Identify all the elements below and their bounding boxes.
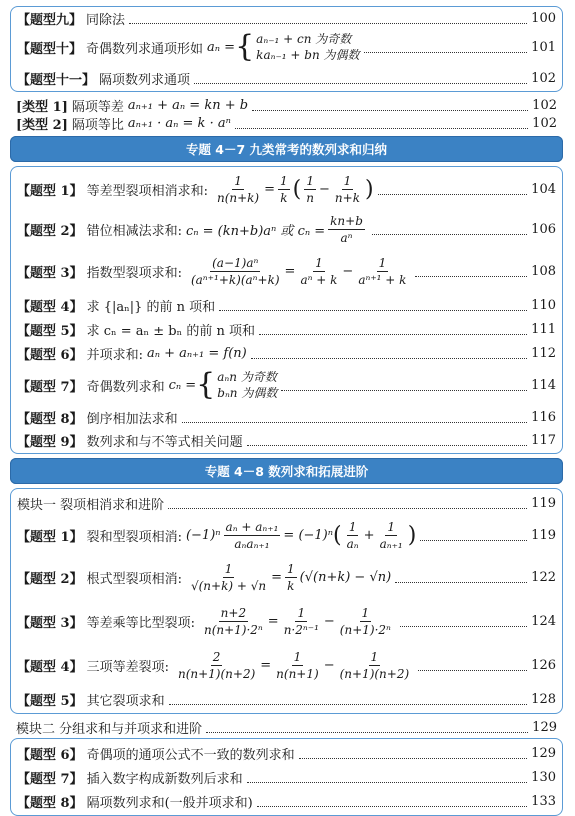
entry-formula <box>199 606 396 637</box>
formula-text: cₙ = (kn+b)aⁿ 或 cₙ = <box>185 223 326 239</box>
entry-formula <box>186 520 416 551</box>
entry-formula <box>186 562 391 593</box>
denominator: aⁿ + k <box>300 272 338 287</box>
leader-dots <box>251 358 527 359</box>
leader-dots <box>206 732 528 733</box>
toc-block-1 <box>10 6 563 92</box>
denominator: n <box>306 190 314 205</box>
entry-label: 【题型九】 <box>17 12 83 28</box>
minus-sign: − <box>319 181 330 197</box>
denominator: (aⁿ⁺¹+k)(aⁿ+k) <box>190 272 280 287</box>
entry-label: 【题型 5】 <box>17 693 83 709</box>
entry-label: 【题型十】 <box>17 41 83 57</box>
type-list <box>10 96 563 132</box>
numerator: 1 <box>280 173 288 188</box>
leader-dots <box>400 626 527 627</box>
toc-entry[interactable] <box>17 365 556 405</box>
entry-label: 【题型 1】 <box>17 529 83 545</box>
toc-entry[interactable] <box>17 209 556 249</box>
leader-dots <box>420 540 527 541</box>
fraction <box>338 650 412 681</box>
leader-dots <box>182 422 528 423</box>
entry-formula: aₙ₊₁ · aₙ = k · aⁿ <box>127 115 231 131</box>
page-number: 111 <box>531 321 556 337</box>
entry-title: 隔项等差 <box>71 99 124 115</box>
numerator: 1 <box>348 519 357 534</box>
case-line: aₙ₋₁ + cn 为奇数 <box>256 32 352 46</box>
leader-dots <box>247 782 528 783</box>
page-number: 108 <box>531 263 556 279</box>
denominator: (n+1)·2ⁿ <box>339 622 391 637</box>
page-number: 101 <box>531 39 556 55</box>
page-number: 129 <box>531 745 556 761</box>
fraction <box>224 520 281 551</box>
entry-title: 其它裂项求和 <box>86 693 165 709</box>
plus-sign: + <box>363 527 375 543</box>
module-title: 模块一 裂项相消求和进阶 <box>17 497 165 513</box>
leader-dots <box>395 582 527 583</box>
entry-label: [类型 2] <box>16 117 68 133</box>
page-number: 124 <box>531 613 556 629</box>
denominator: √(n+k) + √n <box>190 578 267 593</box>
paren: ( <box>292 176 302 202</box>
entry-formula: aₙ + aₙ₊₁ = f(n) <box>146 345 247 361</box>
formula-prefix: aₙ = <box>207 39 236 55</box>
numerator: 1 <box>287 561 295 576</box>
leader-dots <box>247 445 528 446</box>
numerator: n+2 <box>220 605 247 620</box>
fraction <box>298 256 339 287</box>
entry-title: 隔项数列求和(一般并项求和) <box>86 795 253 811</box>
numerator: 1 <box>370 649 379 664</box>
entry-label: 【题型十一】 <box>17 72 96 88</box>
entry-title: 三项等差裂项: <box>86 659 169 675</box>
numerator: 1 <box>361 605 370 620</box>
fraction <box>356 256 408 287</box>
section-header: 专题 4－7 九类常考的数列求和归纳 <box>10 136 563 162</box>
denominator: k <box>280 190 288 205</box>
formula-prefix: (−1)ⁿ <box>185 527 221 543</box>
toc-entry[interactable] <box>16 96 557 114</box>
entry-title: 错位相减法求和: <box>86 223 182 239</box>
equals-sign: = <box>267 613 279 629</box>
entry-title: 并项求和: <box>86 347 143 363</box>
module-title: 模块二 分组求和与并项求和进阶 <box>16 721 203 737</box>
page-number: 100 <box>531 10 556 26</box>
entry-title: 奇偶数列求和 <box>86 379 165 395</box>
fraction <box>202 606 265 637</box>
formula-text: (√(n+k) − √n) <box>299 569 392 585</box>
equals-sign: = <box>271 569 282 585</box>
entry-title: 隔项等比 <box>71 117 124 133</box>
entry-title: 等差乘等比型裂项: <box>86 615 195 631</box>
formula-prefix: cₙ = <box>168 377 197 393</box>
toc-block-4 <box>10 738 563 816</box>
denominator: n(n+1) <box>276 666 319 681</box>
fraction <box>215 174 261 205</box>
entry-label: [类型 1] <box>16 99 68 115</box>
leader-dots <box>169 704 528 705</box>
denominator: n(n+1)(n+2) <box>177 666 256 681</box>
toc-entry[interactable] <box>17 27 556 67</box>
leader-dots <box>129 23 527 24</box>
fraction <box>304 174 316 205</box>
entry-title: 奇偶项的通项公式不一致的数列求和 <box>86 747 295 763</box>
fraction <box>333 174 362 205</box>
page-number: 110 <box>531 297 556 313</box>
entry-title: 同除法 <box>86 12 126 28</box>
entry-title: 求 cₙ = aₙ ± bₙ 的前 n 项和 <box>86 323 256 339</box>
page-number: 122 <box>531 569 556 585</box>
entry-label: 【题型 9】 <box>17 434 83 450</box>
toc-entry[interactable] <box>17 341 556 365</box>
page-number: 126 <box>531 657 556 673</box>
denominator: aₙ <box>346 536 359 551</box>
entry-formula <box>169 369 278 401</box>
numerator: 1 <box>297 605 306 620</box>
page-number: 104 <box>531 181 556 197</box>
toc-entry[interactable] <box>17 789 556 813</box>
equals-sign: = (−1)ⁿ <box>283 527 334 543</box>
leader-dots <box>168 508 527 509</box>
minus-sign: − <box>323 613 335 629</box>
case-line: aₙn 为奇数 <box>217 370 277 384</box>
entry-label: 【题型 8】 <box>17 411 83 427</box>
toc-entry[interactable] <box>17 643 556 687</box>
toc-entry[interactable] <box>17 293 556 317</box>
fraction <box>338 606 393 637</box>
entry-label: 【题型 8】 <box>17 795 83 811</box>
denominator: n(n+k) <box>216 190 260 205</box>
leader-dots <box>252 110 528 111</box>
denominator: aⁿ⁺¹ + k <box>358 272 407 287</box>
toc-block-3 <box>10 488 563 714</box>
numerator: 1 <box>293 649 302 664</box>
numerator: 1 <box>343 173 352 188</box>
page-number: 119 <box>531 527 556 543</box>
page-number: 133 <box>531 793 556 809</box>
entry-formula <box>212 174 374 205</box>
leader-dots <box>219 310 527 311</box>
fraction <box>328 214 365 245</box>
fraction <box>189 256 282 287</box>
numerator: 1 <box>306 173 314 188</box>
fraction <box>274 650 321 681</box>
fraction <box>278 174 290 205</box>
page-number: 102 <box>532 97 557 113</box>
leader-dots <box>259 334 527 335</box>
entry-title: 倒序相加法求和 <box>86 411 178 427</box>
page-number: 106 <box>531 221 556 237</box>
denominator: k <box>287 578 295 593</box>
numerator: 1 <box>387 519 395 534</box>
entry-title: 插入数字构成新数列后求和 <box>86 771 243 787</box>
entry-title: 根式型裂项相消: <box>86 571 182 587</box>
denominator: n·2ⁿ⁻¹ <box>283 622 319 637</box>
page-number: 128 <box>531 691 556 707</box>
leader-dots <box>257 806 527 807</box>
leader-dots <box>418 670 527 671</box>
toc-entry[interactable] <box>17 67 556 89</box>
entry-title: 数列求和与不等式相关问题 <box>86 434 243 450</box>
toc-block-2 <box>10 166 563 454</box>
module-2-line <box>10 718 563 736</box>
toc-entry[interactable] <box>17 599 556 643</box>
entry-title: 等差型裂项相消求和: <box>86 183 208 199</box>
case-line: kaₙ₋₁ + bn 为偶数 <box>256 48 360 62</box>
toc-entry[interactable] <box>17 169 556 209</box>
toc-entry[interactable] <box>16 114 557 132</box>
toc-entry[interactable] <box>17 741 556 765</box>
fraction <box>176 650 257 681</box>
leader-dots <box>364 52 528 53</box>
toc-entry[interactable] <box>17 249 556 293</box>
page-number: 117 <box>531 432 556 448</box>
entry-formula <box>186 214 368 245</box>
paren: ( <box>333 522 342 548</box>
toc-entry[interactable] <box>17 515 556 555</box>
leader-dots <box>281 390 527 391</box>
denominator: n+k <box>334 190 360 205</box>
entry-label: 【题型 7】 <box>17 771 83 787</box>
leader-dots <box>378 194 528 195</box>
leader-dots <box>194 83 527 84</box>
toc-entry[interactable] <box>17 317 556 341</box>
entry-label: 【题型 6】 <box>17 347 83 363</box>
page-number: 102 <box>531 70 556 86</box>
numerator: 1 <box>234 173 242 188</box>
minus-sign: − <box>323 657 335 673</box>
page-number: 114 <box>531 377 556 393</box>
page-number: 119 <box>531 495 556 511</box>
toc-entry[interactable] <box>17 555 556 599</box>
entry-label: 【题型 3】 <box>17 265 83 281</box>
entry-title: 裂和型裂项相消: <box>86 529 182 545</box>
toc-entry[interactable] <box>17 405 556 429</box>
entry-label: 【题型 2】 <box>17 223 83 239</box>
entry-label: 【题型 4】 <box>17 659 83 675</box>
section-header: 专题 4－8 数列求和拓展进阶 <box>10 458 563 484</box>
entry-title: 指数型裂项求和: <box>86 265 182 281</box>
entry-title: 求 {|aₙ|} 的前 n 项和 <box>86 299 216 315</box>
page-number: 129 <box>532 719 557 735</box>
entry-label: 【题型 3】 <box>17 615 83 631</box>
fraction <box>189 562 268 593</box>
toc-entry[interactable] <box>17 687 556 711</box>
cases-brace: { aₙ₋₁ + cn 为奇数 kaₙ₋₁ + bn 为偶数 <box>235 29 360 64</box>
denominator: aₙaₙ₊₁ <box>234 536 270 551</box>
fraction <box>345 520 361 551</box>
numerator: 1 <box>378 255 387 270</box>
paren: ) <box>364 176 374 202</box>
fraction <box>282 606 321 637</box>
denominator: aⁿ <box>340 230 353 245</box>
case-line: bₙn 为偶数 <box>217 386 278 400</box>
entry-label: 【题型 7】 <box>17 379 83 395</box>
numerator: 2 <box>212 649 221 664</box>
numerator: 1 <box>315 255 323 270</box>
denominator: (n+1)(n+2) <box>339 666 410 681</box>
numerator: kn+b <box>330 213 363 228</box>
entry-title: 隔项数列求通项 <box>99 72 191 88</box>
page-number: 116 <box>531 409 556 425</box>
entry-formula: aₙ₊₁ + aₙ = kn + b <box>127 97 249 113</box>
equals-sign: = <box>264 181 276 197</box>
fraction <box>378 520 405 551</box>
toc-entry[interactable] <box>17 9 556 27</box>
page-number: 102 <box>532 115 557 131</box>
minus-sign: − <box>342 263 354 279</box>
leader-dots <box>372 234 527 235</box>
denominator: aₙ₊₁ <box>379 536 403 551</box>
page-number: 130 <box>531 769 556 785</box>
cases-brace: { aₙn 为奇数 bₙn 为偶数 <box>196 367 278 402</box>
numerator: 1 <box>224 561 233 576</box>
entry-label: 【题型 6】 <box>17 747 83 763</box>
entry-label: 【题型 2】 <box>17 571 83 587</box>
entry-formula <box>207 31 359 63</box>
entry-label: 【题型 5】 <box>17 323 83 339</box>
numerator: (a−1)aⁿ <box>212 255 259 270</box>
page-number: 112 <box>531 345 556 361</box>
module-entry[interactable] <box>16 718 557 736</box>
entry-label: 【题型 4】 <box>17 299 83 315</box>
equals-sign: = <box>284 263 296 279</box>
entry-label: 【题型 1】 <box>17 183 83 199</box>
toc-entry[interactable] <box>17 429 556 451</box>
leader-dots <box>235 128 528 129</box>
leader-dots <box>299 758 528 759</box>
toc-entry[interactable] <box>17 765 556 789</box>
leader-dots <box>415 276 527 277</box>
numerator: aₙ + aₙ₊₁ <box>225 519 279 534</box>
module-entry[interactable] <box>17 491 556 515</box>
entry-formula <box>186 256 411 287</box>
denominator: n(n+1)·2ⁿ <box>203 622 263 637</box>
entry-formula <box>173 650 414 681</box>
fraction <box>285 562 297 593</box>
paren: ) <box>407 522 417 548</box>
entry-title: 奇偶数列求通项形如 <box>86 41 204 57</box>
equals-sign: = <box>260 657 272 673</box>
